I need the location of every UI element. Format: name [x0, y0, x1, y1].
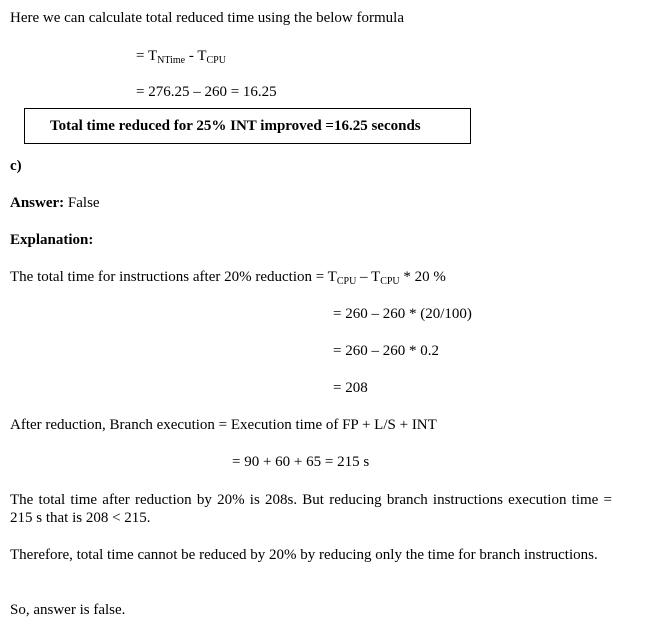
explanation-heading: Explanation: — [10, 232, 94, 248]
eq1-end: * 20 % — [399, 269, 446, 285]
answer-label: Answer: — [10, 195, 65, 211]
formula-prefix: = T — [136, 48, 158, 64]
answer-line — [10, 194, 100, 212]
conclusion-text: So, answer is false. — [10, 602, 126, 618]
eq1-text: The total time for instructions after 20% reduction = T — [10, 269, 337, 285]
equation-line-4: = 208 — [333, 380, 368, 396]
paragraph-reduction: The total time after reduction by 20% is 208s. But reducing branch instructions execution time = 215 s that is 208 < 215. — [10, 492, 612, 526]
formula-sub-cpu: CPU — [206, 55, 226, 66]
paragraph-therefore: Therefore, total time cannot be reduced by 20% by reducing only the time for branch instructions. — [10, 547, 598, 563]
equation-line-1 — [10, 268, 446, 291]
calculation-line: = 276.25 – 260 = 16.25 — [136, 84, 277, 100]
formula-sub-ntime: NTime — [157, 55, 186, 66]
equation-line-2: = 260 – 260 * (20/100) — [333, 306, 472, 322]
eq1-sub-cpu-2: CPU — [380, 276, 400, 287]
answer-value: False — [64, 195, 100, 211]
equation-line-3: = 260 – 260 * 0.2 — [333, 343, 439, 359]
result-box — [24, 108, 471, 144]
eq1-mid: – T — [356, 269, 381, 285]
branch-execution-line: After reduction, Branch execution = Execution time of FP + L/S + INT — [10, 417, 437, 433]
result-box-text: Total time reduced for 25% INT improved =16.25 seconds — [50, 118, 421, 134]
eq1-sub-cpu-1: CPU — [336, 276, 357, 287]
formula-mid: - T — [185, 48, 207, 64]
intro-text: Here we can calculate total reduced time using the below formula — [10, 10, 404, 26]
formula-reduced-time — [136, 47, 226, 70]
part-label: c) — [10, 158, 22, 174]
branch-calculation: = 90 + 60 + 65 = 215 s — [232, 454, 370, 470]
